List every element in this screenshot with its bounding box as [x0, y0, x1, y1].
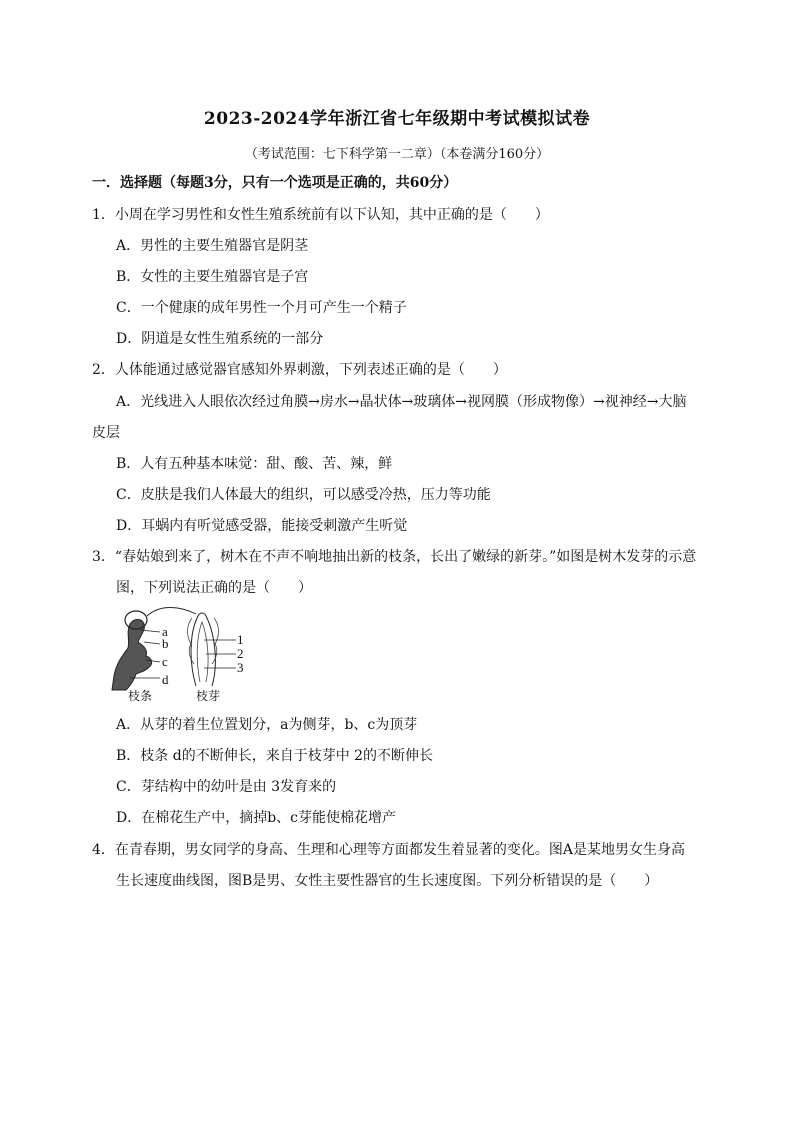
question-2-stem: 2．人体能通过感觉器官感知外界刺激，下列表述正确的是（ ）	[92, 362, 507, 378]
question-3-option-c: C．芽结构中的幼叶是由 3发育来的	[116, 779, 337, 795]
exam-subtitle: （考试范围：七下科学第一二章）（本卷满分160分）	[244, 147, 550, 162]
branch-label-a: a	[162, 624, 168, 639]
bud-label-1: 1	[237, 632, 244, 647]
question-2-option-d: D．耳蜗内有听觉感受器，能接受刺激产生听觉	[116, 518, 408, 534]
question-1-option-d: D．阴道是女性生殖系统的一部分	[116, 331, 324, 347]
question-4-stem: 4．在青春期，男女同学的身高、生理和心理等方面都发生着显著的变化。图A是某地男女生身高	[92, 842, 686, 858]
section-heading: 一．选择题（每题3分，只有一个选项是正确的，共60分）	[92, 175, 458, 191]
bud-label-3: 3	[237, 660, 244, 675]
question-2-option-b: B．人有五种基本味觉：甜、酸、苦、辣，鲜	[116, 456, 393, 472]
question-4-stem-continued: 生长速度曲线图，图B是男、女性主要性器官的生长速度图。下列分析错误的是（ ）	[116, 873, 659, 889]
question-3-option-a: A．从芽的着生位置划分，a为侧芽，b、c为顶芽	[116, 717, 418, 733]
bud-diagram	[100, 606, 270, 706]
bud-diagram-figure	[100, 606, 270, 706]
bud-label-2: 2	[237, 646, 244, 661]
question-2-option-a: A．光线进入人眼依次经过角膜→房水→晶状体→玻璃体→视网膜（形成物像）→视神经→大脑	[116, 394, 687, 410]
bud-caption: 枝芽	[196, 689, 221, 703]
question-1-stem: 1．小周在学习男性和女性生殖系统前有以下认知，其中正确的是（ ）	[92, 207, 549, 223]
branch-label-c: c	[162, 654, 168, 669]
question-2-option-c: C．皮肤是我们人体最大的组织，可以感受冷热，压力等功能	[116, 487, 491, 503]
question-1-option-c: C．一个健康的成年男性一个月可产生一个精子	[116, 300, 407, 316]
question-3-stem: 3．“春姑娘到来了，树木在不声不响地抽出新的枝条，长出了嫩绿的新芽。”如图是树木发芽的示意	[92, 549, 697, 565]
branch-drawing	[112, 608, 196, 691]
question-3-option-d: D．在棉花生产中，摘掉b、c芽能使棉花增产	[116, 810, 397, 826]
question-1-option-b: B．女性的主要生殖器官是子宫	[116, 269, 309, 285]
question-3-option-b: B．枝条 d的不断伸长，来自于枝芽中 2的不断伸长	[116, 748, 434, 764]
question-1-option-a: A．男性的主要生殖器官是阴茎	[116, 238, 309, 254]
question-3-stem-continued: 图，下列说法正确的是（ ）	[116, 580, 312, 596]
branch-caption: 枝条	[128, 689, 153, 703]
branch-label-d: d	[162, 672, 169, 687]
question-2-option-a-continued: 皮层	[92, 425, 120, 441]
exam-title: 2023-2024学年浙江省七年级期中考试模拟试卷	[203, 109, 591, 129]
branch-label-b: b	[162, 636, 169, 651]
bud-drawing	[188, 613, 237, 686]
